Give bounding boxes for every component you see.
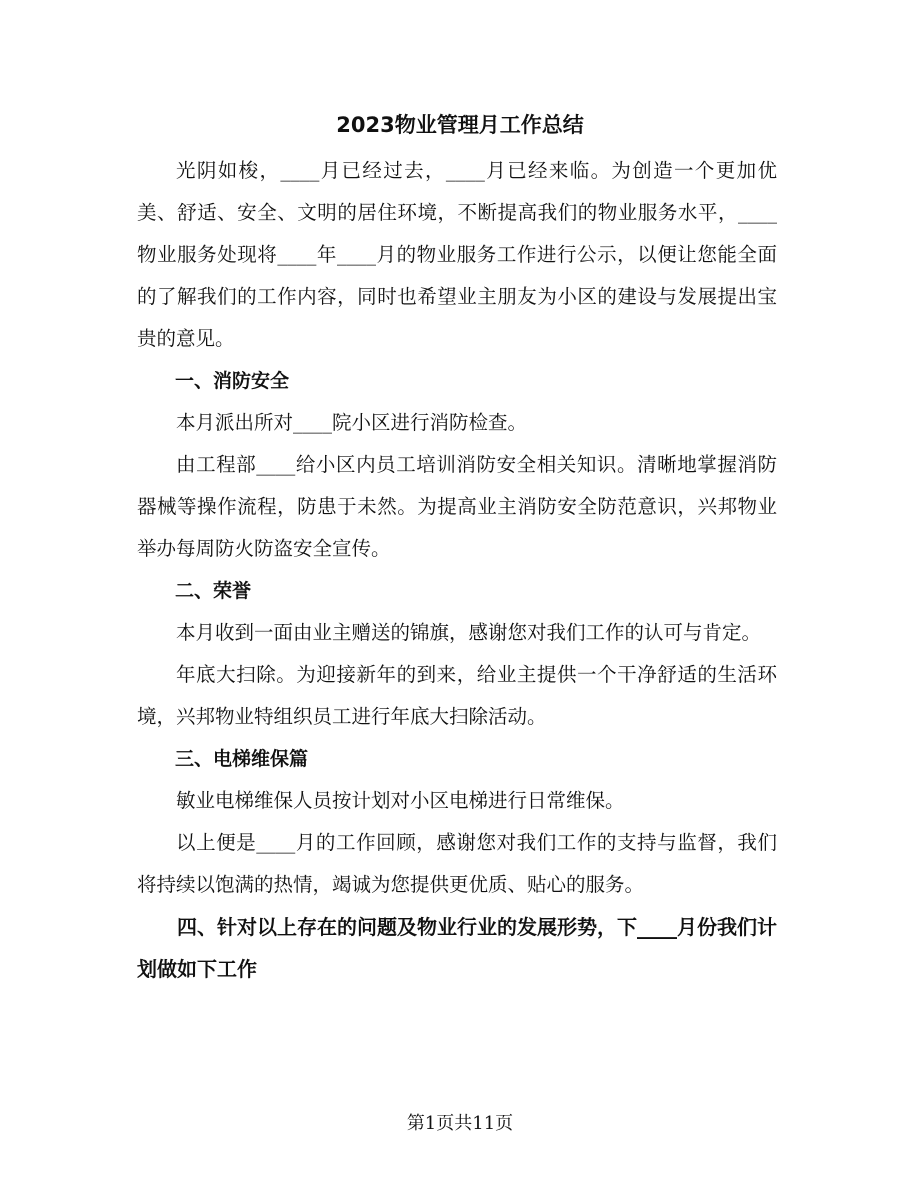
section-heading-fire-safety: 一、消防安全: [175, 370, 290, 392]
paragraph: 本月收到一面由业主赠送的锦旗，感谢您对我们工作的认可与肯定。: [176, 621, 762, 644]
page-number: 第1页共11页: [406, 1113, 514, 1134]
paragraph: 本月派出所对____院小区进行消防检查。: [176, 411, 528, 434]
paragraph: 以上便是____月的工作回顾，感谢您对我们工作的支持与监督，我们将持续以饱满的热情，竭诚为您提供更优质、贴心的服务。: [137, 831, 777, 896]
paragraph: 由工程部____给小区内员工培训消防安全相关知识。清晰地掌握消防器械等操作流程，防患于未然。为提高业主消防安全防范意识，兴邦物业举办每周防火防盗安全宣传。: [137, 453, 777, 560]
paragraph: 年底大扫除。为迎接新年的到来，给业主提供一个干净舒适的生活环境，兴邦物业特组织员工进行年底大扫除活动。: [137, 663, 777, 728]
document-body: [137, 150, 777, 990]
intro-paragraph: 光阴如梭，____月已经过去，____月已经来临。为创造一个更加优美、舒适、安全、文明的居住环境，不断提高我们的物业服务水平，____物业服务处现将____年____月的物业服务工作进行公示，以便让您能全面的了解我们的工作内容，同时也希望业主朋友为小区的建设与发展提出宝贵的意见。: [137, 159, 777, 350]
section-heading-next-plan: 四、针对以上存在的问题及物业行业的发展形势，下____月份我们计划做如下工作: [137, 915, 777, 981]
section-heading-honors: 二、荣誉: [175, 580, 252, 602]
page-title: 2023物业管理月工作总结: [336, 113, 584, 137]
paragraph: 敏业电梯维保人员按计划对小区电梯进行日常维保。: [176, 789, 625, 812]
section-heading-elevator: 三、电梯维保篇: [175, 748, 309, 770]
